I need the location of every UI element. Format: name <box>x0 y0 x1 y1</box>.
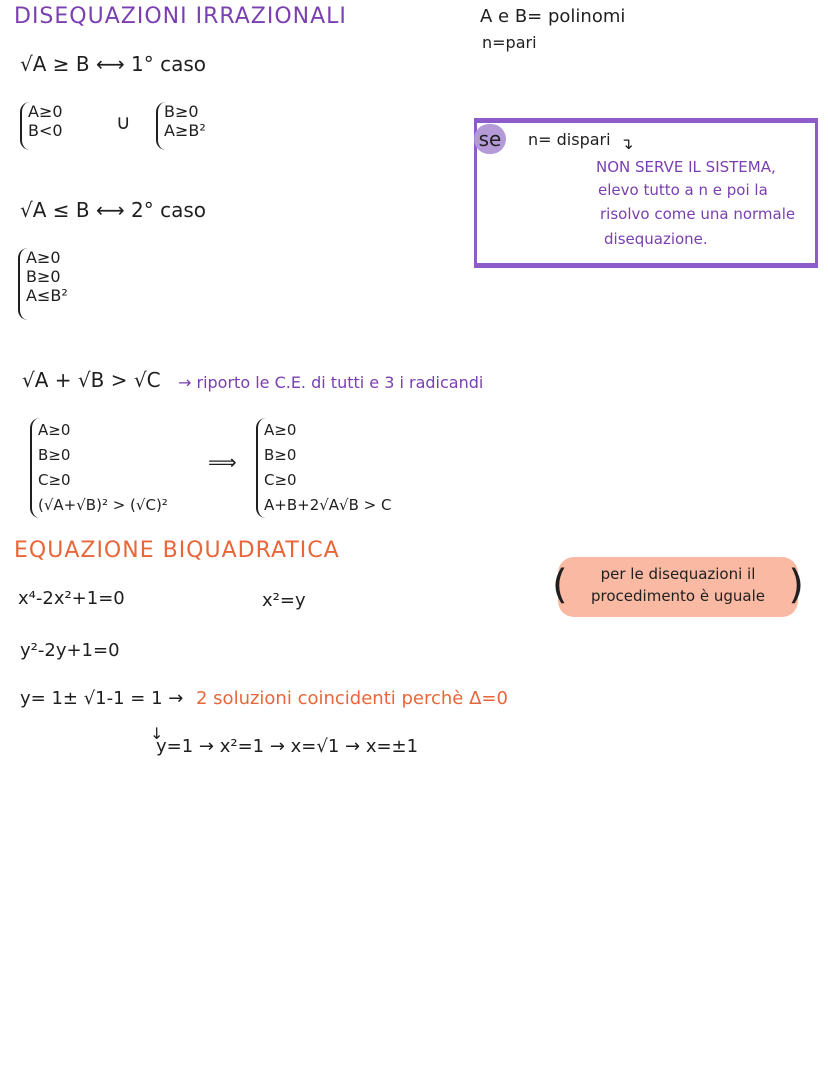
implies-arrow: ⟹ <box>208 450 237 474</box>
case1-rule: √A ≥ B ⟷ 1° caso <box>20 52 206 76</box>
legend-line-1: A e B= polinomi <box>480 6 626 27</box>
biquad-equation: x⁴-2x²+1=0 <box>18 588 125 609</box>
se-badge: se <box>474 124 506 154</box>
biquad-substitution: x²=y <box>262 590 306 611</box>
callout-line-2: elevo tutto a n e poi la <box>598 181 768 199</box>
note-line-1: per le disequazioni il <box>600 565 756 583</box>
sum-right-line-2: B≥0 <box>264 446 297 464</box>
left-paren-icon: ( <box>552 562 568 608</box>
sum-right-line-3: C≥0 <box>264 471 297 489</box>
callout-line-3: risolvo come una normale <box>600 205 796 223</box>
case2-line-3: A≤B² <box>26 286 68 305</box>
note-line-2: procedimento è uguale <box>591 587 765 605</box>
biquad-solution: y= 1± √1-1 = 1 → <box>20 688 184 709</box>
callout-condition: n= dispari <box>528 130 611 149</box>
down-arrow-icon: ↴ <box>620 134 634 153</box>
case1-left-line-2: B<0 <box>28 121 63 140</box>
legend-line-2: n=pari <box>482 33 537 52</box>
case1-left-line-1: A≥0 <box>28 102 63 121</box>
sum-left-line-3: C≥0 <box>38 471 71 489</box>
sum-note: → riporto le C.E. di tutti e 3 i radicandi <box>178 373 484 392</box>
case2-system <box>18 248 88 320</box>
sum-system-left <box>30 418 210 518</box>
sum-left-line-2: B≥0 <box>38 446 71 464</box>
title-biquadratic: EQUAZIONE BIQUADRATICA <box>14 538 340 563</box>
case2-rule: √A ≤ B ⟷ 2° caso <box>20 198 206 222</box>
case1-right-line-2: A≥B² <box>164 121 206 140</box>
right-paren-icon: ) <box>788 562 804 608</box>
title-irrational: DISEQUAZIONI IRRAZIONALI <box>14 4 347 29</box>
case1-right-line-1: B≥0 <box>164 102 199 121</box>
sum-left-line-4: (√A+√B)² > (√C)² <box>38 496 168 514</box>
case1-system-left <box>20 102 90 150</box>
down-arrow-icon: ↓ <box>150 724 164 743</box>
case2-line-1: A≥0 <box>26 248 61 267</box>
sum-system-right <box>256 418 416 518</box>
union-symbol: ∪ <box>116 110 131 134</box>
biquad-solution-note: 2 soluzioni coincidenti perchè Δ=0 <box>196 688 508 709</box>
note-pill <box>552 557 804 617</box>
sum-right-line-4: A+B+2√A√B > C <box>264 496 392 514</box>
case1-system-right <box>156 102 236 150</box>
sum-left-line-1: A≥0 <box>38 421 71 439</box>
callout-line-4: disequazione. <box>604 230 708 248</box>
biquad-final: y=1 → x²=1 → x=√1 → x=±1 <box>156 736 419 757</box>
callout-line-1: NON SERVE IL SISTEMA, <box>596 158 776 176</box>
biquad-quadratic: y²-2y+1=0 <box>20 640 120 661</box>
sum-expression: √A + √B > √C <box>22 368 161 392</box>
sum-right-line-1: A≥0 <box>264 421 297 439</box>
case2-line-2: B≥0 <box>26 267 61 286</box>
